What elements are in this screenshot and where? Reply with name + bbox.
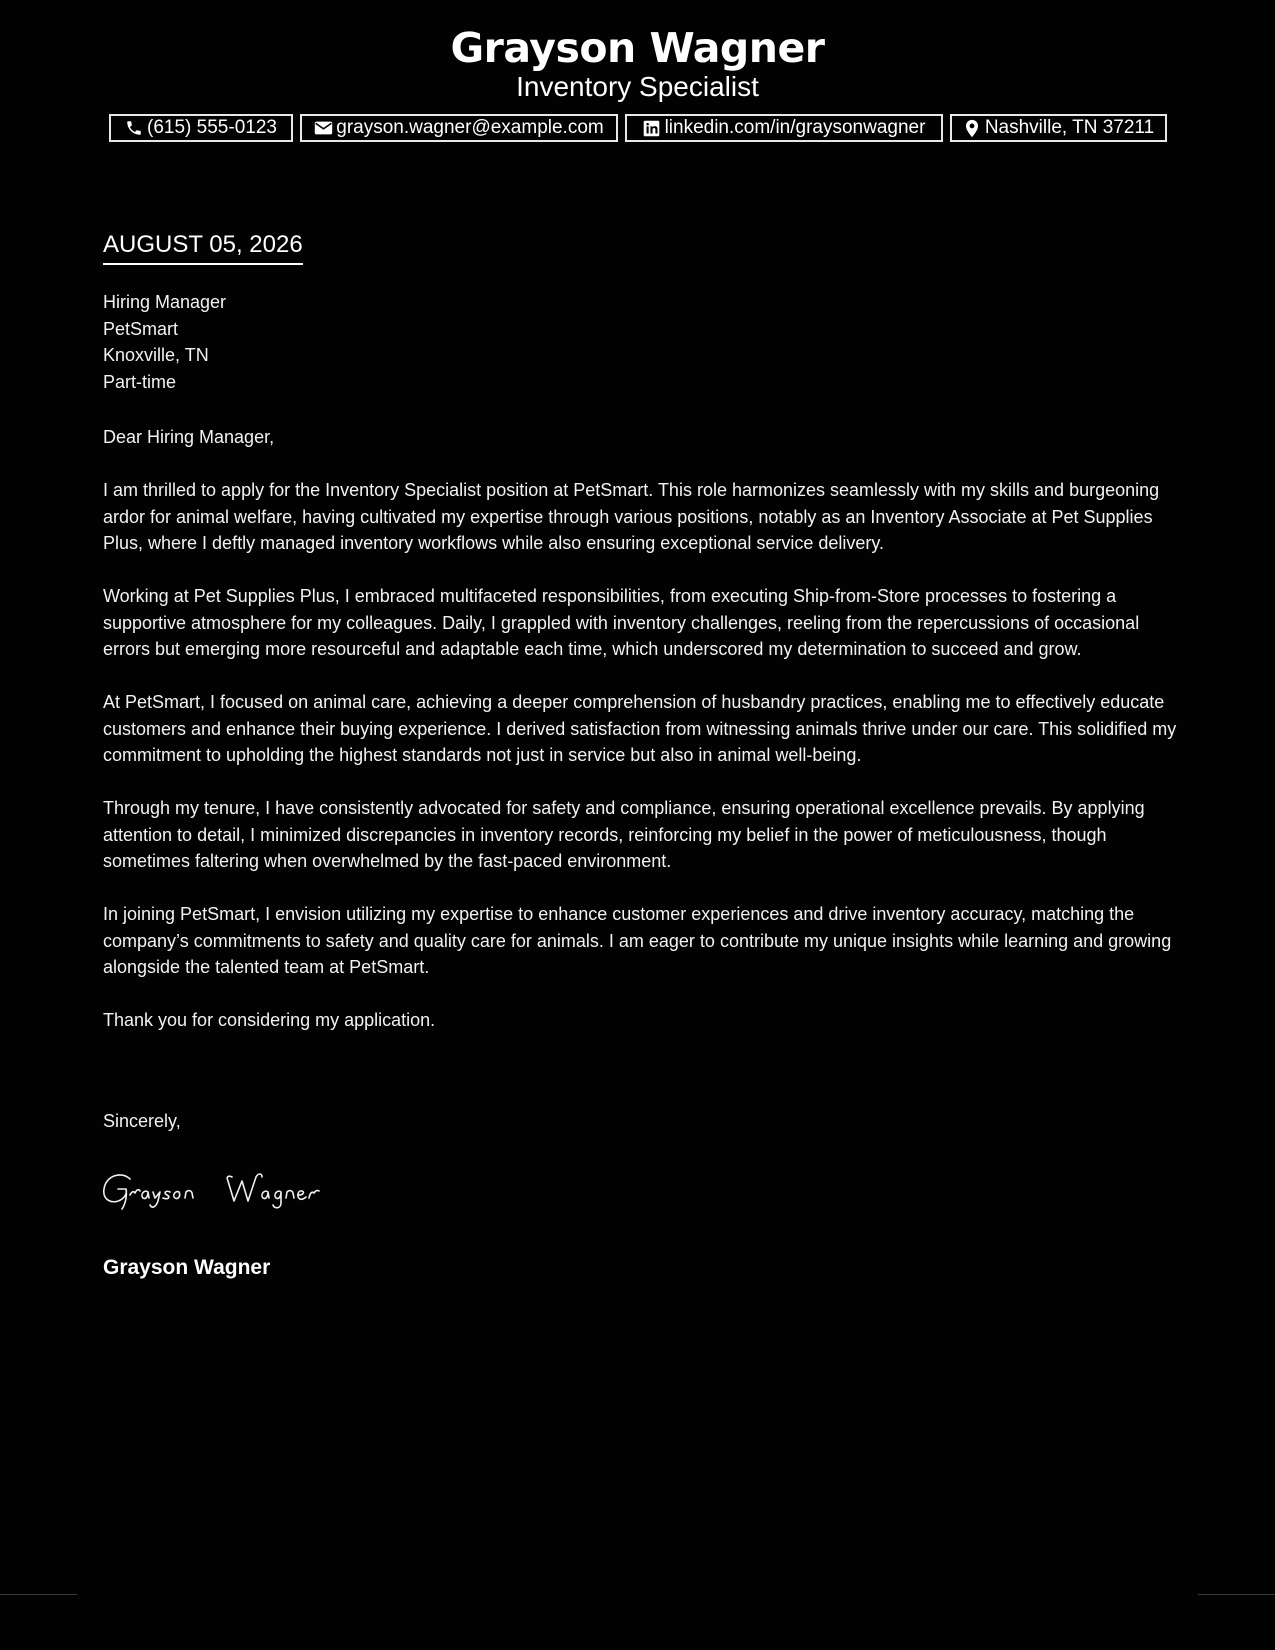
letter-date: AUGUST 05, 2026 [103, 228, 303, 265]
letter-body [103, 424, 1178, 1060]
applicant-name: Grayson Wagner [450, 24, 825, 72]
letter-header [0, 20, 1275, 102]
contact-phone[interactable] [109, 114, 293, 142]
map-pin-icon [962, 118, 982, 138]
closing-line: Thank you for considering my application. [103, 1010, 436, 1030]
recipient-company: PetSmart [103, 318, 179, 339]
body-paragraph: At PetSmart, I focused on animal care, achieving a deeper comprehension of husbandry practices, enabling me to effectively educate customers and enhance their buying experience. I derived satisfaction from witnessing animals thrive under our care. This solidified my commitment to upholding the highest standards not just in service but also in animal well-being. [103, 692, 1177, 765]
contact-location[interactable] [950, 114, 1167, 142]
recipient-location: Knoxville, TN [103, 345, 209, 365]
body-paragraph: I am thrilled to apply for the Inventory Specialist position at PetSmart. This role harmonizes seamlessly with my skills and burgeoning ardor for animal welfare, having cultivated my expertise through various positions, notably as an Inventory Associate at Pet Supplies Plus, where I deftly managed inventory workflows while also ensuring exceptional service delivery. [103, 480, 1160, 553]
footer-divider-right [1198, 1594, 1275, 1595]
recipient-block [103, 289, 226, 395]
contact-email[interactable] [300, 114, 618, 142]
contact-bar [0, 114, 1275, 142]
body-paragraph: Through my tenure, I have consistently advocated for safety and compliance, ensuring operational excellence prevails. By applying attention to detail, I minimized discrepancies in inventory records, reinforcing my belief in the power of meticulousness, though sometimes faltering when overwhelmed by the fast-paced environment. [103, 798, 1145, 871]
recipient-job-type: Part-time [103, 371, 177, 392]
contact-phone-text: (615) 555-0123 [147, 117, 277, 138]
phone-icon [124, 118, 144, 138]
contact-linkedin-text: linkedin.com/in/graysonwagner [664, 117, 926, 138]
contact-location-text: Nashville, TN 37211 [984, 117, 1155, 138]
recipient-line: Hiring Manager [103, 292, 227, 312]
body-paragraph: In joining PetSmart, I envision utilizing my expertise to enhance customer experiences and drive inventory accuracy, matching the company’s commitments to safety and quality care for animals. I am eager to contribute my unique insights while learning and growing alongside the talented team at PetSmart. [103, 904, 1172, 977]
signoff: Sincerely, [103, 1111, 181, 1131]
handwritten-signature [100, 1165, 370, 1215]
envelope-icon [313, 118, 333, 138]
contact-linkedin[interactable] [625, 114, 943, 142]
contact-email-text: grayson.wagner@example.com [336, 117, 604, 138]
linkedin-icon [642, 118, 662, 138]
salutation: Dear Hiring Manager, [103, 427, 275, 447]
applicant-title: Inventory Specialist [516, 71, 759, 102]
signed-name: Grayson Wagner [103, 1256, 271, 1279]
footer-divider-left [0, 1594, 77, 1595]
body-paragraph: Working at Pet Supplies Plus, I embraced multifaceted responsibilities, from executing Ship-from-Store processes to fostering a supportive atmosphere for my colleagues. Daily, I grappled with inventory challenges, reeling from the repercussions of occasional errors but emerging more resourceful and adaptable each time, which underscored my determination to succeed and grow. [103, 586, 1140, 659]
